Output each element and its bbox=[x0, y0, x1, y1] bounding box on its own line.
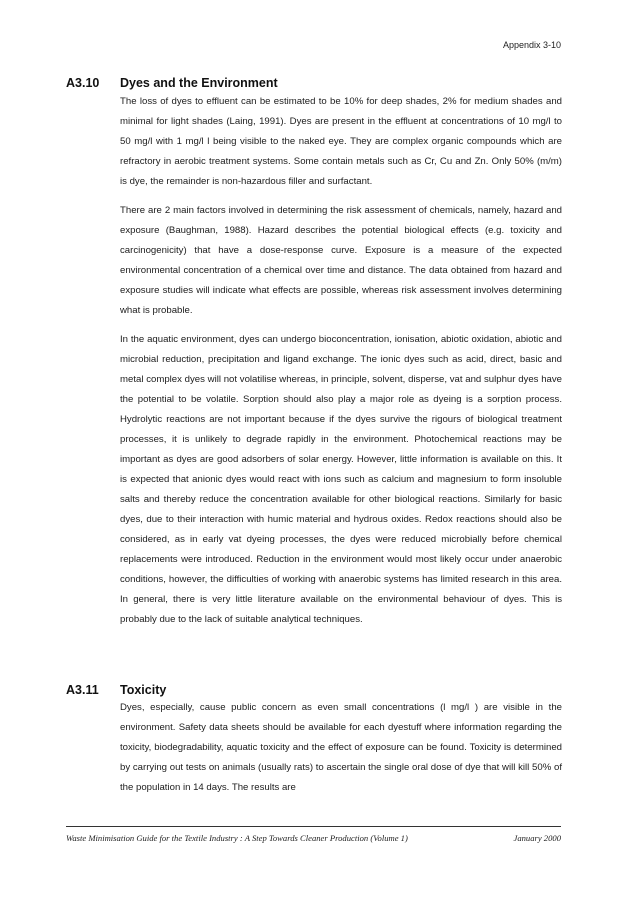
paragraph: There are 2 main factors involved in determining the risk assessment of chemicals, namely, hazard and exposure (Baughman, 1988). Hazard describes the potential biological effects (e.g. toxicity and carcinogenicity) that have a dose-response curve. Exposure is a measure of the expected environmental concentration of a chemical over time and distance. The data obtained from hazard and exposure studies will indicate what effects are possible, whereas risk assessment involves determining what is probable. bbox=[120, 205, 562, 316]
section-title: Dyes and the Environment bbox=[120, 76, 278, 90]
section-heading-a3-10 bbox=[66, 76, 278, 90]
footer-divider bbox=[66, 826, 561, 827]
paragraph: Dyes, especially, cause public concern as even small concentrations (l mg/l ) are visible in the environment. Safety data sheets should be available for each dyestuff where information regarding the toxicity, biodegradability, aquatic toxicity and the effect of exposure can be found. Toxicity is determined by carrying out tests on animals (usually rats) to ascertain the single oral dose of dye that will kill 50% of the population in 14 days. The results are bbox=[120, 702, 562, 793]
section-number: A3.11 bbox=[66, 683, 99, 697]
section-body-a3-10 bbox=[120, 92, 562, 639]
paragraph: The loss of dyes to effluent can be estimated to be 10% for deep shades, 2% for medium shades and minimal for light shades (Laing, 1991). Dyes are present in the effluent at concentrations of 10 mg/l to 50 mg/l with 1 mg/l l being visible to the naked eye. They are complex organic compounds which are refractory in aerobic treatment systems. Some contain metals such as Cr, Cu and Zn. Only 50% (m/m) is dye, the remainder is non-hazardous filler and surfactant. bbox=[120, 96, 562, 187]
section-title: Toxicity bbox=[120, 683, 167, 697]
footer-title: Waste Minimisation Guide for the Textile Industry : A Step Towards Cleaner Production (Volume 1) bbox=[66, 833, 408, 843]
page-header: Appendix 3-10 bbox=[502, 40, 561, 50]
section-number: A3.10 bbox=[66, 76, 100, 90]
section-body-a3-11 bbox=[120, 698, 562, 807]
footer-date: January 2000 bbox=[513, 833, 561, 843]
section-heading-a3-11 bbox=[66, 683, 166, 697]
paragraph: In the aquatic environment, dyes can undergo bioconcentration, ionisation, abiotic oxidation, abiotic and microbial reduction, precipitation and ligand exchange. The ionic dyes such as acid, direct, basic and metal complex dyes will not volatilise whereas, in principle, solvent, disperse, vat and sulphur dyes have the potential to be volatile. Sorption should also play a major role as dyeing is a sorption process. Hydrolytic reactions are not important because if the dyes survive the rigours of biological treatment processes, it is unlikely to degrade rapidly in the environment. Photochemical reactions may be important as dyes are good adsorbers of solar energy. However, little information is available on this. It is expected that anionic dyes would react with ions such as calcium and magnesium to form insoluble salts and thereby reduce the concentration available for other biological reactions. Similarly for basic dyes, due to their interaction with humic material and hydrous oxides. Redox reactions should also be considered, as in early vat dyeing processes, the dyes were reduced microbially before chemical replacements were introduced. Reduction in the environment would most likely occur under anaerobic conditions, however, the difficulties of working with anaerobic systems has limited research in this area. In general, there is very little literature available on the environmental behaviour of dyes. This is probably due to the lack of suitable analytical techniques. bbox=[120, 334, 562, 625]
